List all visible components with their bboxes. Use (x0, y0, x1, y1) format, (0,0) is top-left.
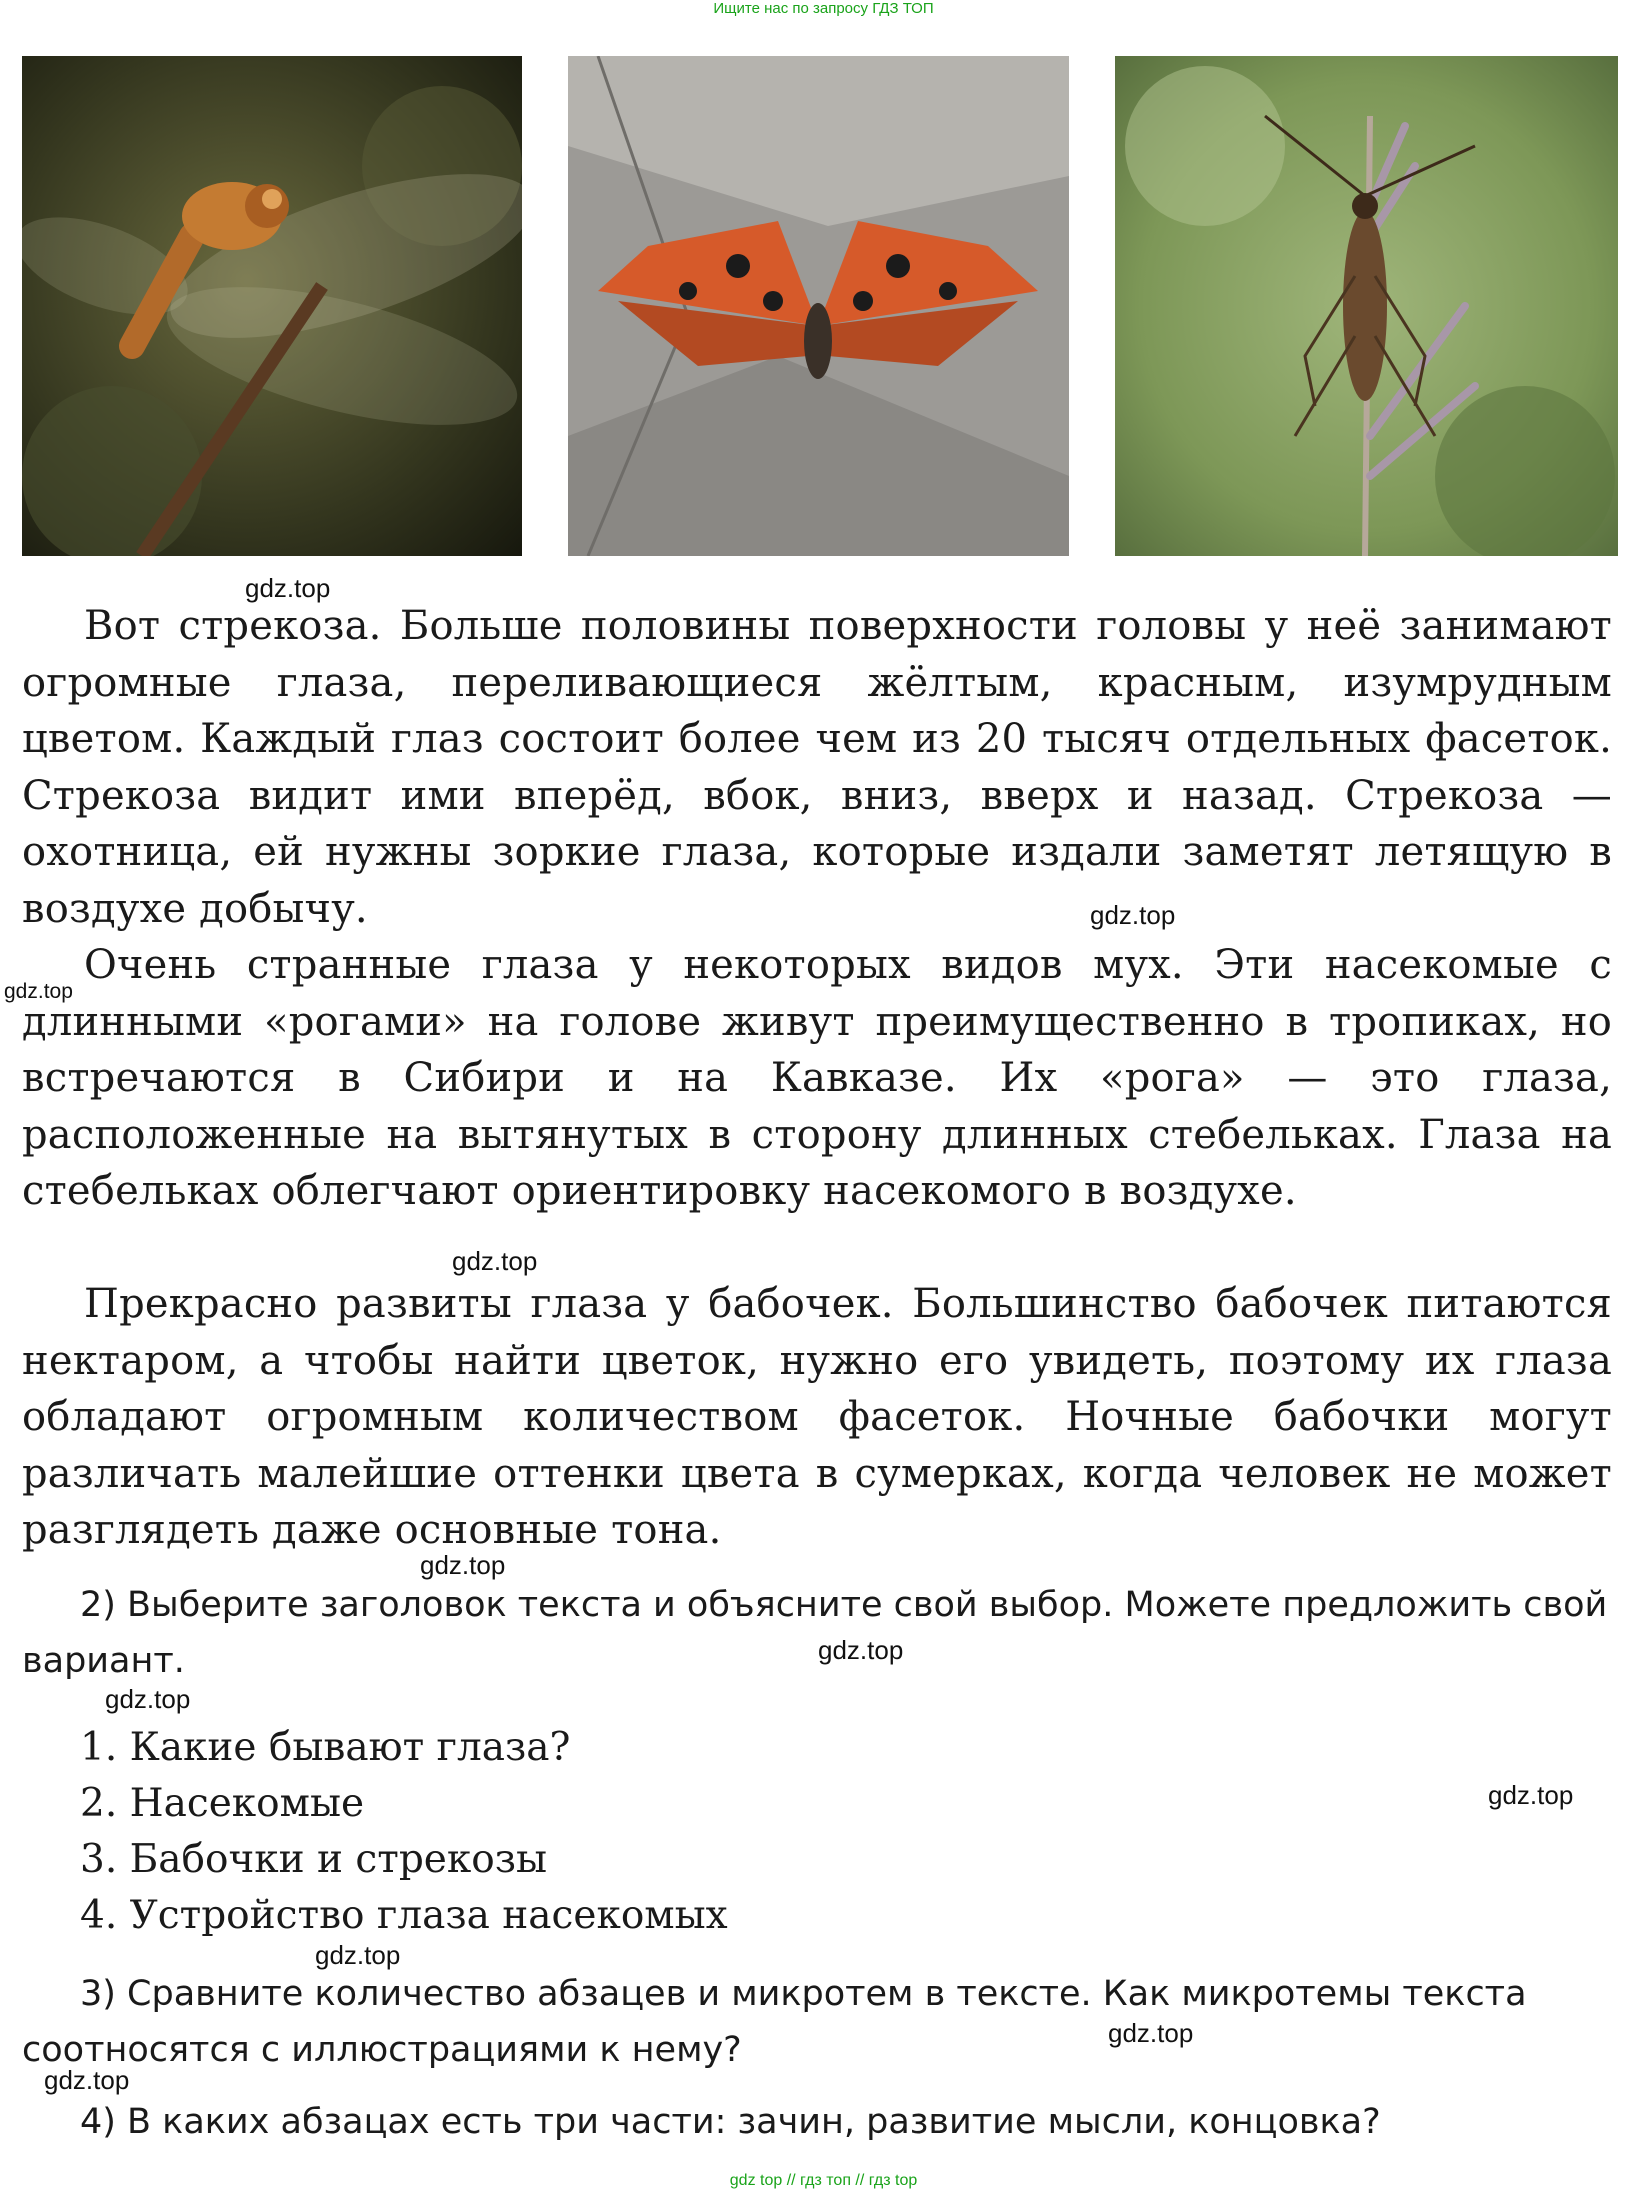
watermark: gdz.top (1108, 2018, 1194, 2048)
title-option-4: 4. Устройство глаза насекомых (80, 1893, 728, 1938)
watermark: gdz.top (818, 1635, 904, 1665)
watermark: gdz.top (1488, 1780, 1574, 1810)
title-option-2: 2. Насекомые (80, 1781, 365, 1826)
title-option-3: 3. Бабочки и стрекозы (80, 1837, 548, 1882)
watermark: gdz.top (245, 573, 331, 603)
task-2: 2) Выберите заголовок текста и объясните свой выбор. Можете предложить свой вариант. (22, 1585, 1608, 1681)
dragonfly-photo (22, 56, 522, 556)
top-banner[interactable]: Ищите нас по запросу ГДЗ ТОП (713, 0, 934, 17)
paragraph-dragonfly: Вот стрекоза. Больше половины поверхности головы у неё занимают огромные глаза, переливающиеся жёлтым, красным, изумрудным цветом. Каждый глаз состоит более чем из 20 тысяч отдельных фасеток. Стрекоза видит ими вперёд, вбок, вниз, вверх и назад. Стрекоза — охотница, ей нужны зоркие глаза, которые издали заметят летящую в воздухе добычу. (22, 603, 1612, 932)
task-3: 3) Сравните количество абзацев и микротем в тексте. Как микротемы текста соотносятся с иллюстрациями к нему? (22, 1974, 1527, 2070)
watermark: gdz.top (420, 1550, 506, 1580)
title-option-1: 1. Какие бывают глаза? (80, 1725, 571, 1770)
paragraph-butterflies: Прекрасно развиты глаза у бабочек. Большинство бабочек питаются нектаром, а чтобы найти цветок, нужно его увидеть, поэтому их глаза обладают огромным количеством фасеток. Ночные бабочки могут различать малейшие оттенки цвета в сумерках, когда человек не может разглядеть даже основные тона. (22, 1281, 1612, 1553)
watermark: gdz.top (452, 1246, 538, 1276)
watermark: gdz.top (1090, 900, 1176, 930)
watermark: gdz.top (4, 980, 73, 1003)
watermark: gdz.top (315, 1940, 401, 1970)
footer-links[interactable]: gdz top // гдз топ // гдз top (729, 2172, 918, 2189)
bug-photo (1115, 56, 1618, 556)
watermark: gdz.top (44, 2065, 130, 2095)
task-4: 4) В каких абзацах есть три части: зачин, развитие мысли, концовка? (80, 2102, 1381, 2142)
watermark: gdz.top (105, 1684, 191, 1714)
title-options-list (80, 1720, 728, 1944)
paragraph-flies: Очень странные глаза у некоторых видов мух. Эти насекомые с длинными «рогами» на голове живут преимущественно в тропиках, но встречаются в Сибири и на Кавказе. Их «рога» — это глаза, расположенные на вытянутых в сторону длинных стебельках. Глаза на стебельках облегчают ориентировку насекомого в воздухе. (22, 942, 1612, 1214)
butterfly-photo (568, 56, 1069, 556)
